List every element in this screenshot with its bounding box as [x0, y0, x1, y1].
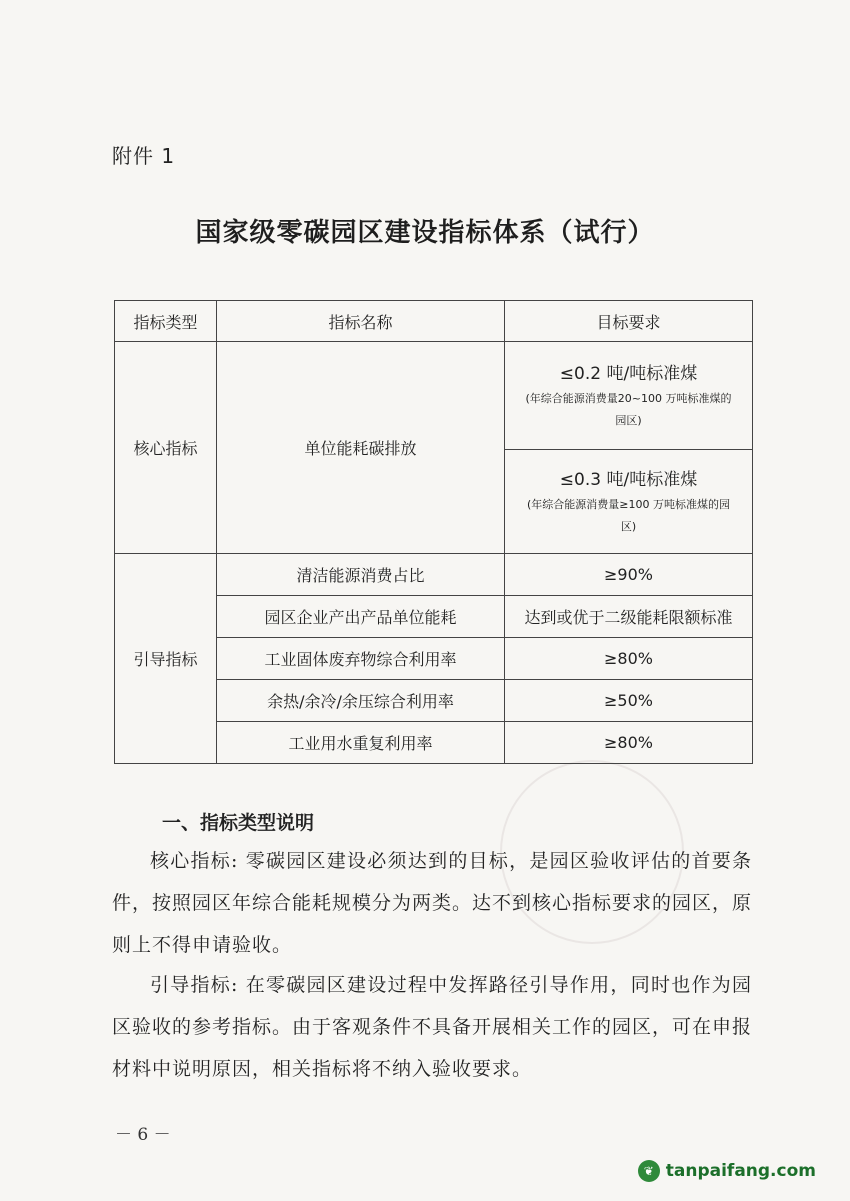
table-header-row: [115, 301, 753, 342]
page-number: － 6 －: [115, 1125, 171, 1145]
core-target-cell: [505, 450, 753, 554]
leaf-logo-icon: ❦: [638, 1160, 660, 1182]
guide-target-cell: ≥50%: [505, 680, 753, 722]
guide-name-cell: 园区企业产出产品单位能耗: [217, 596, 505, 638]
guide-target-cell: ≥90%: [505, 554, 753, 596]
table-row: [115, 342, 753, 450]
indicator-table: [114, 300, 753, 764]
paragraph-core: 核心指标: 零碳园区建设必须达到的目标，是园区验收评估的首要条件，按照园区年综合能耗规模分为两类。达不到核心指标要求的园区，原则上不得申请验收。: [112, 850, 753, 956]
attachment-label: 附件 1: [112, 144, 176, 168]
header-type: 指标类型: [115, 301, 217, 342]
guide-name-cell: 清洁能源消费占比: [217, 554, 505, 596]
guide-name-cell: 工业固体废弃物综合利用率: [217, 638, 505, 680]
watermark: [638, 1160, 816, 1182]
core-target-note: (年综合能源消费量20~100 万吨标准煤的园区): [525, 392, 732, 427]
guide-type-cell: 引导指标: [115, 554, 217, 764]
guide-target-cell: ≥80%: [505, 638, 753, 680]
guide-name-cell: 工业用水重复利用率: [217, 722, 505, 764]
guide-target-cell: 达到或优于二级能耗限额标准: [505, 596, 753, 638]
core-target-main: ≤0.2 吨/吨标准煤: [559, 364, 698, 384]
table-row: [115, 554, 753, 596]
core-target-main: ≤0.3 吨/吨标准煤: [559, 470, 698, 490]
core-target-note: (年综合能源消费量≥100 万吨标准煤的园区): [527, 498, 730, 533]
guide-name-cell: 余热/余冷/余压综合利用率: [217, 680, 505, 722]
watermark-text: tanpaifang.com: [665, 1161, 816, 1181]
core-target-cell: [505, 342, 753, 450]
core-name-cell: 单位能耗碳排放: [217, 342, 505, 554]
header-target: 目标要求: [505, 301, 753, 342]
core-type-cell: 核心指标: [115, 342, 217, 554]
guide-target-cell: ≥80%: [505, 722, 753, 764]
page-title: 国家级零碳园区建设指标体系（试行）: [195, 218, 655, 248]
section-heading: 一、指标类型说明: [162, 812, 315, 834]
header-name: 指标名称: [217, 301, 505, 342]
paragraph-guide: 引导指标: 在零碳园区建设过程中发挥路径引导作用，同时也作为园区验收的参考指标。由于客观条件不具备开展相关工作的园区，可在申报材料中说明原因，相关指标将不纳入验收要求。: [112, 974, 753, 1080]
